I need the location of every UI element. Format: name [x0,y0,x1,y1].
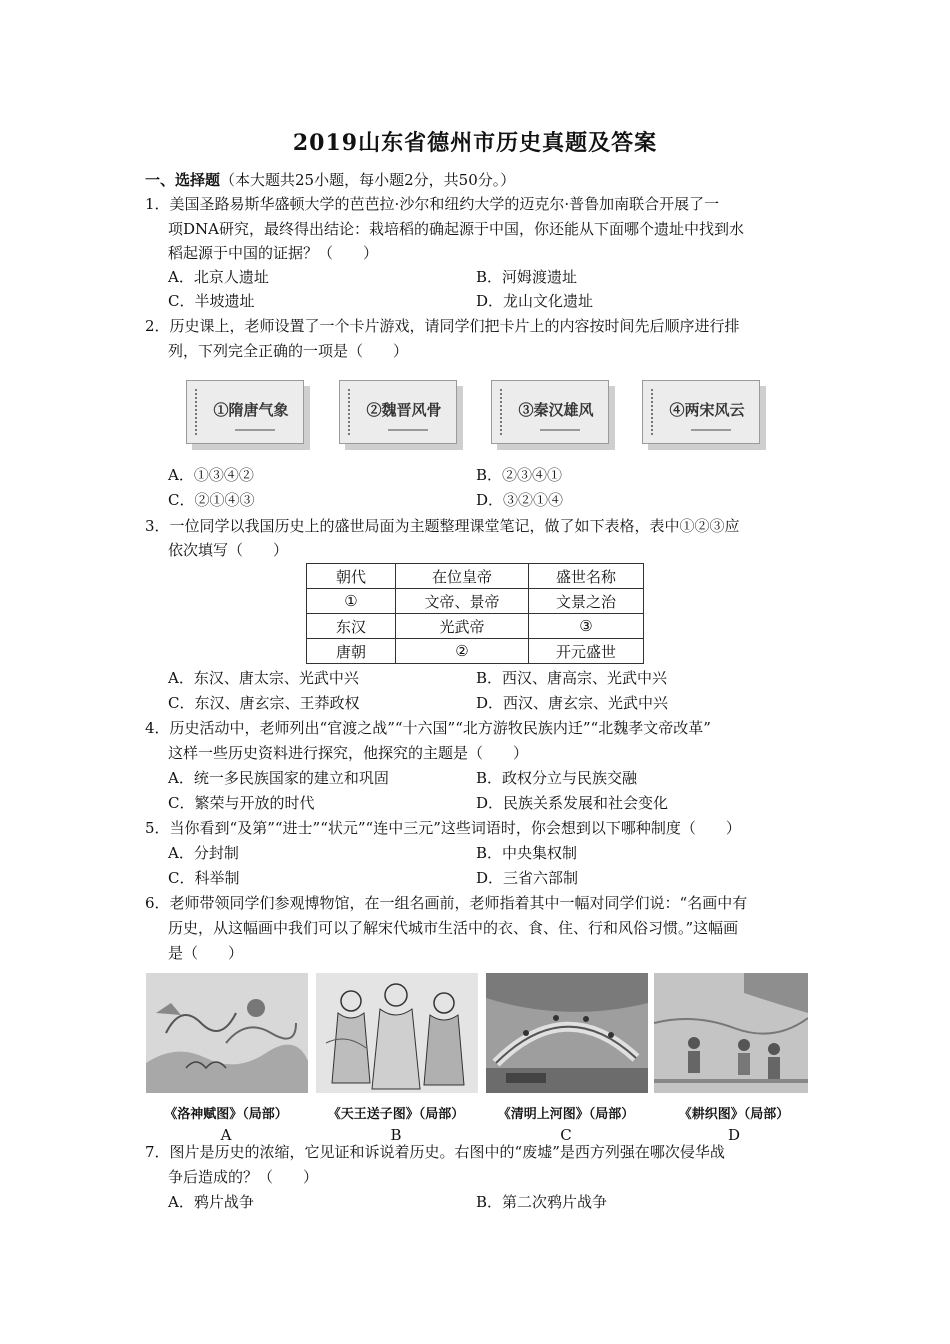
table-cell: 唐朝 [307,639,396,664]
q6-line-2: 历史，从这幅画中我们可以了解宋代城市生活中的衣、食、住、行和风俗习惯。”这幅画 [168,919,739,937]
section-note: （本大题共25小题，每小题2分，共50分。） [220,171,516,189]
q3-option-d[interactable]: D．西汉、唐玄宗、光武中兴 [476,694,669,712]
q4-option-a[interactable]: A．统一多民族国家的建立和巩固 [168,769,389,787]
table-cell: 文帝、景帝 [396,589,529,614]
table-cell: ① [307,589,396,614]
painting-option-d[interactable] [654,973,814,1144]
q3-line-2: 依次填写（ ） [168,541,289,559]
q4-option-d[interactable]: D．民族关系发展和社会变化 [476,794,669,812]
q5-option-a[interactable]: A．分封制 [168,844,239,862]
q1-option-c[interactable]: C．半坡遗址 [168,292,255,310]
painting-caption: 《清明上河图》（局部） [497,1107,635,1122]
table-header: 朝代 [307,564,396,589]
q1-option-a[interactable]: A．北京人遗址 [168,268,269,286]
history-card [186,380,310,452]
q2-option-c[interactable]: C．②①④③ [168,491,255,509]
painting-luoshen-image [146,973,308,1093]
table-cell: ③ [529,614,644,639]
q1-line-2: 项DNA研究，最终得出结论：栽培稻的确起源于中国，你还能从下面哪个遗址中找到水 [168,220,744,238]
q6-line-1: 6．老师带领同学们参观博物馆，在一组名画前，老师指着其中一幅对同学们说：“名画中有 [145,894,748,912]
q2-option-a[interactable]: A．①③④② [168,466,254,484]
painting-letter: D [727,1126,741,1144]
q6-line-3: 是（ ） [168,944,244,962]
table-cell: 东汉 [307,614,396,639]
q5-option-b[interactable]: B．中央集权制 [476,844,578,862]
table-row [307,614,644,639]
q3-option-b[interactable]: B．西汉、唐高宗、光武中兴 [476,669,668,687]
q2-option-d[interactable]: D．③②①④ [476,491,564,509]
q7-line-2: 争后造成的？（ ） [168,1168,319,1186]
q1-line-3: 稻起源于中国的证据？（ ） [168,244,379,262]
table-cell: ② [396,639,529,664]
painting-option-c[interactable] [486,973,646,1144]
q2-line-1: 2．历史课上，老师设置了一个卡片游戏，请同学们把卡片上的内容按时间先后顺序进行排 [145,317,740,335]
table-cell: 开元盛世 [529,639,644,664]
q3-option-a[interactable]: A．东汉、唐太宗、光武中兴 [168,669,359,687]
q4-line-1: 4．历史活动中，老师列出“官渡之战”“十六国”“北方游牧民族内迁”“北魏孝文帝改革” [145,719,711,737]
table-cell: 文景之治 [529,589,644,614]
painting-row [146,973,806,1144]
painting-gengzhi-image [654,973,808,1093]
card-row [186,380,766,452]
q7-option-a[interactable]: A．鸦片战争 [168,1193,254,1211]
q4-option-c[interactable]: C．繁荣与开放的时代 [168,794,315,812]
table-row [307,589,644,614]
prosperity-table [306,563,644,664]
history-card [642,380,766,452]
q7-line-1: 7．图片是历史的浓缩，它见证和诉说着历史。右图中的“废墟”是西方列强在哪次侵华战 [145,1143,725,1161]
table-cell: 光武帝 [396,614,529,639]
card-label: ①隋唐气象 [213,401,289,419]
card-label: ③秦汉雄风 [518,401,594,419]
q5-line-1: 5．当你看到“及第”“进士”“状元”“连中三元”这些词语时，你会想到以下哪种制度（ ） [145,819,741,837]
table-header: 在位皇帝 [396,564,529,589]
q1-option-d[interactable]: D．龙山文化遗址 [476,292,594,310]
q1-option-b[interactable]: B．河姆渡遗址 [476,268,578,286]
painting-letter: C [560,1126,572,1144]
painting-option-b[interactable] [316,973,476,1144]
painting-qingming-image [486,973,648,1093]
q3-line-1: 3．一位同学以我国历史上的盛世局面为主题整理课堂笔记，做了如下表格，表中①②③应 [145,517,740,535]
q5-option-d[interactable]: D．三省六部制 [476,869,579,887]
q4-option-b[interactable]: B．政权分立与民族交融 [476,769,638,787]
q7-option-b[interactable]: B．第二次鸦片战争 [476,1193,608,1211]
page-title: 2019山东省德州市历史真题及答案 [292,130,658,156]
painting-tianwang-image [316,973,478,1093]
q2-option-b[interactable]: B．②③④① [476,466,563,484]
table-row [307,639,644,664]
card-label: ②魏晋风骨 [366,401,442,419]
table-header-row [307,564,644,589]
q1-line-1: 1．美国圣路易斯华盛顿大学的芭芭拉·沙尔和纽约大学的迈克尔·普鲁加南联合开展了一 [145,195,720,213]
painting-caption: 《洛神赋图》（局部） [164,1107,288,1122]
painting-letter: B [390,1126,402,1144]
section-heading [145,170,515,190]
card-label: ④两宋风云 [669,401,745,419]
painting-letter: A [220,1126,232,1144]
painting-option-a[interactable] [146,973,306,1144]
q3-option-c[interactable]: C．东汉、唐玄宗、王莽政权 [168,694,360,712]
q4-line-2: 这样一些历史资料进行探究，他探究的主题是（ ） [168,744,529,762]
q5-option-c[interactable]: C．科举制 [168,869,240,887]
painting-caption: 《天王送子图》（局部） [327,1107,465,1122]
table-header: 盛世名称 [529,564,644,589]
history-card [339,380,463,452]
q2-line-2: 列，下列完全正确的一项是（ ） [168,342,409,360]
section-label: 一、选择题 [145,171,221,189]
painting-caption: 《耕织图》（局部） [678,1107,790,1122]
history-card [491,380,615,452]
